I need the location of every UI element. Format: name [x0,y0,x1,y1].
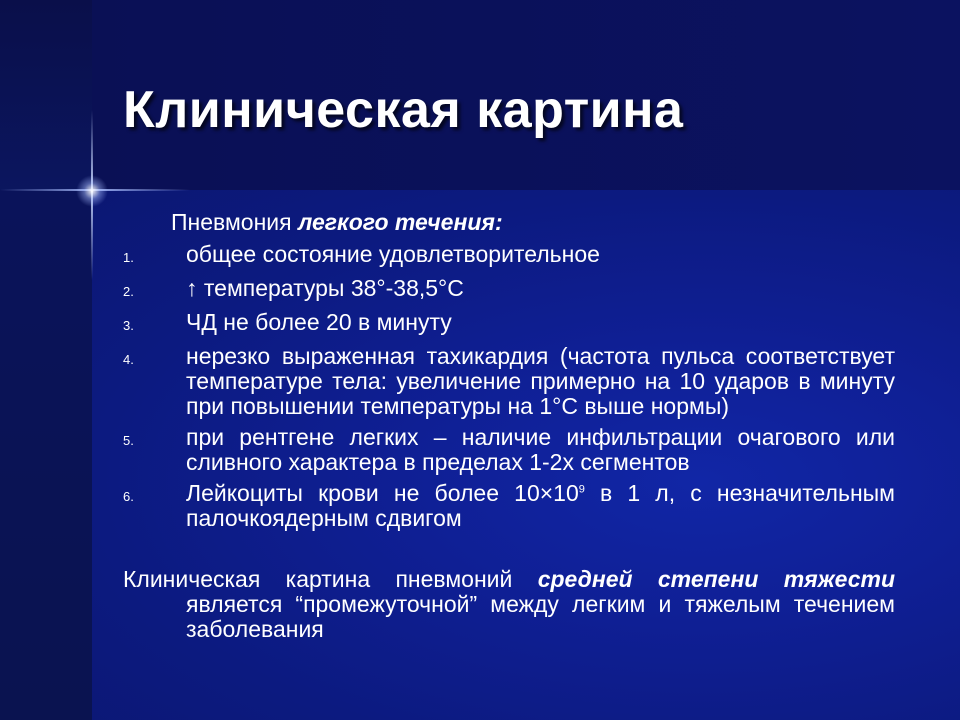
list-item [123,276,895,304]
list-item-number: 5. [123,433,134,448]
list-item [123,425,895,475]
list-item-number: 3. [123,318,134,333]
list-item-text: ↑ температуры 38°-38,5°С [186,275,464,301]
subtitle [171,210,895,235]
slide-content [123,210,895,665]
list-item [123,481,895,531]
list-item [123,310,895,338]
criteria-list [123,242,895,531]
exponent-superscript: 9 [578,483,585,496]
summary-emphasis: средней степени тяжести [537,566,896,592]
subtitle-emphasis: легкого течения: [297,209,503,235]
list-item-number: 2. [123,284,134,299]
list-item-text: при рентгене легких – наличие инфильтрации очагового или сливного характера в пределах 1-2х сегментов [186,424,895,475]
list-item-text: ЧД не более 20 в минуту [186,309,452,335]
leukocytes-text-rest: в 1 л, с незначительным палочкоядерным сдвигом [186,480,895,531]
light-flare-icon [76,175,108,207]
summary-paragraph [123,567,895,642]
list-item [123,242,895,270]
left-panel [0,190,92,720]
leukocytes-text: Лейкоциты крови не более 10×10 [186,480,579,506]
list-item-text: нерезко выраженная тахикардия (частота пульса соответствует температуре тела: увеличение примерно на 10 ударов в минуту при повышении температуры на 1°С выше нормы) [186,343,895,419]
subtitle-prefix: Пневмония [171,209,298,235]
list-item [123,344,895,419]
list-item-number: 4. [123,352,134,367]
summary-suffix: является “промежуточной” между легким и тяжелым течением заболевания [186,591,895,642]
list-item-text: общее состояние удовлетворительное [186,241,600,267]
list-item-text [186,481,895,531]
list-item-number: 1. [123,250,134,265]
summary-prefix: Клиническая картина пневмоний [123,566,538,592]
list-item-number: 6. [123,489,134,504]
slide-title: Клиническая картина [123,81,684,139]
